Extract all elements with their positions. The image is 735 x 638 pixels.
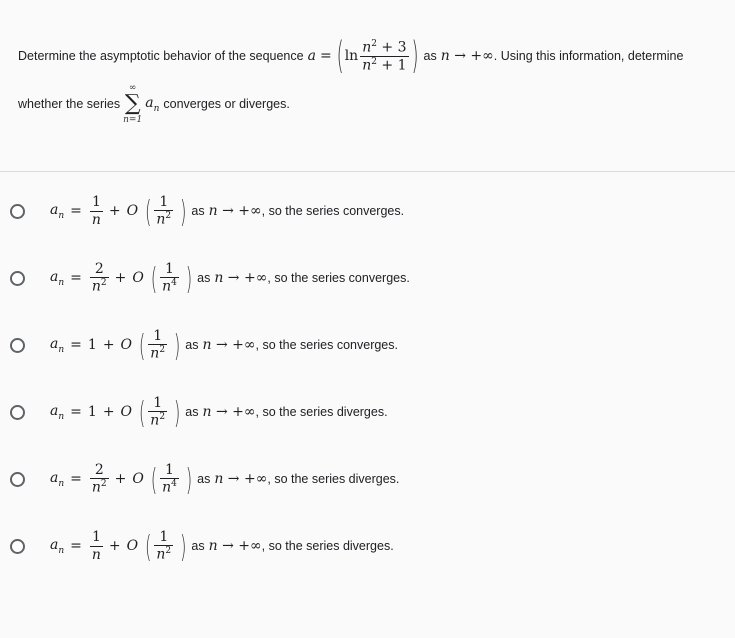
question-line-1: [18, 28, 683, 84]
divider: [0, 171, 735, 172]
lead-fraction: $\frac{2}{n^2}$: [91, 462, 107, 496]
option-conclusion: , so the series converges.: [255, 338, 398, 352]
option-content[interactable]: $a_n$ = 1 + O ( $\frac{1}{n^2}$ ) as n → +∞ , so the series converges.: [50, 326, 398, 364]
sequence-variable: a: [307, 48, 316, 64]
answer-option[interactable]: [0, 248, 735, 308]
option-conclusion: , so the series converges.: [267, 271, 410, 285]
o-fraction: $\frac{1}{n^2}$: [156, 529, 172, 563]
big-o: O: [120, 337, 133, 353]
o-fraction: $\frac{1}{n^2}$: [156, 194, 172, 228]
option-content[interactable]: $a_n$ = $\frac{1}{n}$ + O ( $\frac{1}{n^2}$ ) as n → +∞ , so the series converges.: [50, 192, 405, 230]
sigma-symbol: ∑: [124, 91, 141, 116]
lead-fraction: $\frac{1}{n}$: [91, 194, 101, 228]
lead-constant: 1: [87, 404, 97, 420]
big-o: O: [132, 471, 144, 487]
radio-button[interactable]: [10, 405, 25, 420]
option-conclusion: , so the series diverges.: [261, 539, 394, 553]
frac-num-base: n: [362, 39, 372, 56]
question-prompt: [18, 0, 735, 170]
option-conclusion: , so the series diverges.: [255, 405, 388, 419]
option-conclusion: , so the series diverges.: [267, 472, 400, 486]
left-paren: (: [336, 33, 344, 79]
big-o: O: [126, 203, 139, 219]
sequence-fraction: [360, 39, 408, 74]
big-o: O: [120, 404, 133, 420]
lead-fraction: $\frac{2}{n^2}$: [91, 261, 107, 295]
o-fraction: $\frac{1}{n^2}$: [150, 328, 166, 362]
frac-den-exp: 2: [371, 56, 377, 67]
frac-num-rest: + 3: [381, 39, 407, 56]
answer-option[interactable]: [0, 382, 735, 442]
ln-operator: ln: [344, 48, 359, 64]
right-paren: ): [411, 33, 419, 79]
question-line-2: [18, 80, 290, 128]
equals-sign: =: [319, 48, 332, 64]
lead-fraction: $\frac{1}{n}$: [91, 529, 101, 563]
answer-option[interactable]: [0, 315, 735, 375]
sum-term: $a_n$: [145, 94, 160, 114]
answer-option[interactable]: [0, 181, 735, 241]
question-tail-text: . Using this information, determine: [493, 49, 684, 63]
o-fraction: $\frac{1}{n^2}$: [150, 395, 166, 429]
option-content[interactable]: $a_n$ = $\frac{2}{n^2}$ + O ( $\frac{1}{n^4}$ ) as n → +∞ , so the series converges.: [50, 259, 410, 297]
answer-option[interactable]: [0, 516, 735, 576]
sum-upper-limit: ∞: [128, 83, 137, 93]
question-lead-text: Determine the asymptotic behavior of the sequence: [18, 49, 304, 63]
o-fraction: $\frac{1}{n^4}$: [162, 261, 177, 295]
frac-num-exp: 2: [371, 38, 377, 49]
lead-constant: 1: [87, 337, 97, 353]
frac-den-rest: + 1: [381, 57, 407, 74]
o-fraction: $\frac{1}{n^4}$: [162, 462, 177, 496]
answer-option[interactable]: [0, 449, 735, 509]
question-line2-lead: whether the series: [18, 97, 121, 111]
radio-button[interactable]: [10, 204, 25, 219]
limit-expression: n → +∞: [440, 48, 494, 64]
big-o: O: [132, 270, 144, 286]
sum-lower-limit: n=1: [123, 115, 143, 125]
option-content[interactable]: $a_n$ = $\frac{1}{n}$ + O ( $\frac{1}{n^2}$ ) as n → +∞ , so the series diverges.: [50, 527, 394, 565]
as-text: as: [423, 49, 437, 63]
big-o: O: [126, 538, 139, 554]
sum-term-subscript: n: [153, 103, 160, 114]
option-content[interactable]: $a_n$ = 1 + O ( $\frac{1}{n^2}$ ) as n → +∞ , so the series diverges.: [50, 393, 388, 431]
frac-den-base: n: [362, 57, 372, 74]
radio-button[interactable]: [10, 271, 25, 286]
radio-button[interactable]: [10, 472, 25, 487]
summation-operator: [123, 83, 142, 125]
radio-button[interactable]: [10, 338, 25, 353]
option-conclusion: , so the series converges.: [261, 204, 405, 218]
question-line2-tail: converges or diverges.: [163, 97, 290, 111]
radio-button[interactable]: [10, 539, 25, 554]
option-content[interactable]: $a_n$ = $\frac{2}{n^2}$ + O ( $\frac{1}{n^4}$ ) as n → +∞ , so the series diverges.: [50, 460, 400, 498]
